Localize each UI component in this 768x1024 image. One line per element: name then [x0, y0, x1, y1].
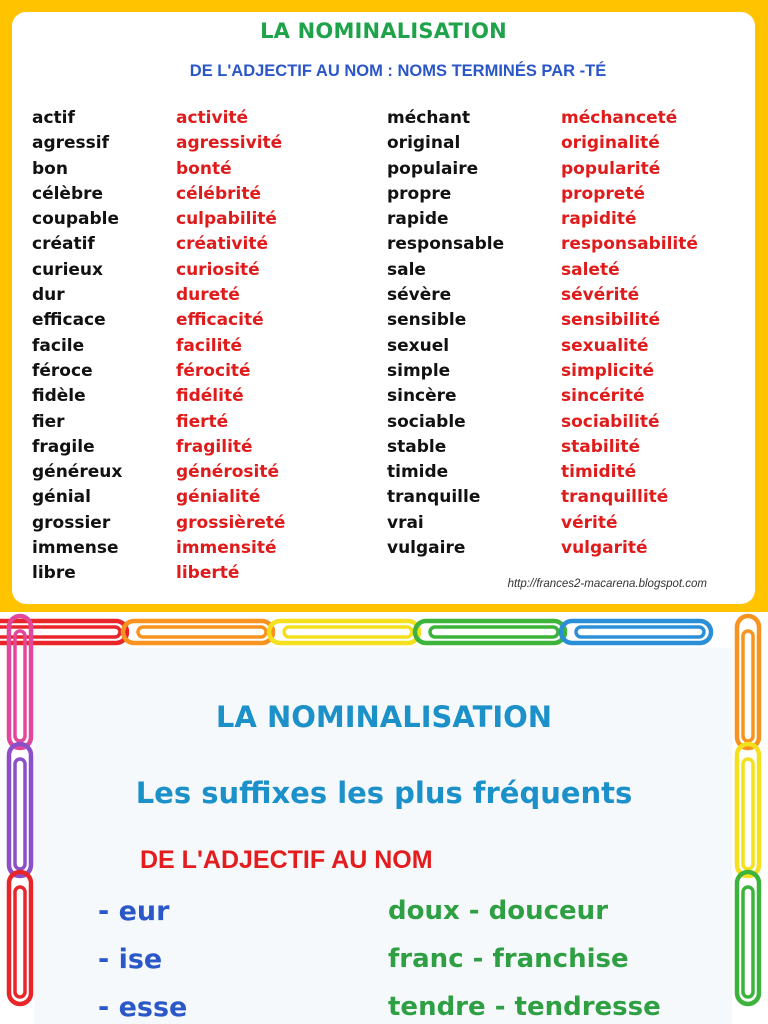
noun-word: timidité [561, 462, 637, 483]
top-panel-card [12, 12, 755, 604]
adjective-column-2 [387, 106, 504, 561]
adjective-word: agressif [32, 133, 110, 154]
bottom-panel [0, 612, 768, 1024]
source-url: http://frances2-macarena.blogspot.com [507, 578, 707, 590]
paperclip-icon [737, 872, 759, 1004]
adjective-word: grossier [32, 512, 111, 533]
adjective-word: fragile [32, 436, 95, 457]
paperclip-icon [9, 872, 31, 1004]
adjective-word: créatif [32, 234, 95, 255]
paperclip-icon [269, 621, 419, 643]
adjective-word: sexuel [387, 335, 450, 356]
noun-word: vulgarité [561, 538, 648, 559]
noun-column-1 [176, 106, 285, 587]
adjective-word: efficace [32, 310, 106, 331]
adjective-word: rapide [387, 209, 449, 230]
noun-word: responsabilité [561, 234, 698, 255]
noun-word: immensité [176, 538, 277, 559]
adjective-word: responsable [387, 234, 505, 255]
noun-word: popularité [561, 158, 661, 179]
adjective-word: original [387, 133, 461, 154]
noun-word: culpabilité [176, 209, 277, 230]
noun-column-2 [561, 106, 698, 561]
adjective-word: tranquille [387, 487, 481, 508]
noun-word: rapidité [561, 209, 637, 230]
adjective-word: immense [32, 538, 119, 559]
noun-word: méchanceté [561, 108, 678, 128]
noun-word: férocité [176, 360, 251, 381]
bottom-heading: DE L'ADJECTIF AU NOM [140, 846, 433, 874]
adjective-word: propre [387, 183, 452, 204]
noun-word: créativité [176, 234, 268, 255]
adjective-word: fidèle [32, 386, 86, 407]
adjective-word: méchant [387, 108, 471, 128]
adjective-word: vrai [387, 512, 424, 533]
noun-word: originalité [561, 133, 660, 154]
adjective-word: simple [387, 360, 451, 381]
noun-word: sévérité [561, 285, 640, 306]
noun-word: agressivité [176, 133, 283, 154]
adjective-word: libre [32, 563, 76, 584]
adjective-word: populaire [387, 158, 479, 179]
noun-word: sexualité [561, 335, 649, 356]
adjective-word: fier [32, 411, 65, 432]
adjective-column-1 [32, 106, 122, 587]
noun-word: fierté [176, 411, 229, 432]
top-subtitle: DE L'ADJECTIF AU NOM : NOMS TERMINÉS PAR -TÉ [189, 62, 607, 80]
noun-word: grossièreté [176, 512, 286, 533]
noun-word: bonté [176, 158, 232, 179]
noun-word: générosité [176, 462, 279, 483]
suffix-example: tendre - tendresse [388, 992, 661, 1022]
paperclip-icon [561, 621, 711, 643]
noun-word: tranquillité [561, 487, 669, 508]
suffix-label: - eur [98, 896, 170, 927]
noun-word: sincérité [561, 386, 645, 407]
noun-word: vérité [561, 512, 618, 533]
adjective-word: facile [32, 335, 85, 356]
suffix-example: franc - franchise [388, 944, 629, 974]
paperclip-icon [737, 744, 759, 876]
adjective-word: actif [32, 108, 75, 128]
bottom-title: LA NOMINALISATION [215, 700, 553, 734]
paperclip-icon [415, 621, 565, 643]
adjective-word: bon [32, 158, 68, 179]
noun-word: célébrité [176, 183, 261, 204]
adjective-word: vulgaire [387, 538, 466, 559]
noun-word: fidélité [176, 386, 244, 407]
paperclip-icon [9, 744, 31, 876]
noun-word: fragilité [176, 436, 253, 457]
noun-word: génialité [176, 487, 261, 508]
noun-word: saleté [561, 259, 620, 280]
adjective-word: sincère [387, 386, 457, 407]
noun-word: facilité [176, 335, 243, 356]
adjective-word: stable [387, 436, 447, 457]
adjective-word: généreux [32, 462, 123, 483]
adjective-word: sale [387, 259, 426, 280]
noun-word: dureté [176, 285, 240, 306]
suffix-example: doux - douceur [388, 896, 609, 926]
adjective-word: timide [387, 462, 449, 483]
adjective-word: curieux [32, 259, 103, 280]
adjective-word: dur [32, 285, 65, 306]
noun-word: curiosité [176, 259, 260, 280]
noun-word: propreté [561, 183, 645, 204]
adjective-word: célèbre [32, 183, 104, 204]
adjective-word: coupable [32, 209, 120, 230]
top-title: LA NOMINALISATION [260, 19, 507, 43]
suffix-label: - esse [98, 992, 188, 1023]
adjective-word: féroce [32, 360, 93, 381]
adjective-word: sensible [387, 310, 467, 331]
noun-word: simplicité [561, 360, 655, 381]
paperclip-icon [123, 621, 273, 643]
noun-word: stabilité [561, 436, 641, 457]
noun-word: liberté [176, 563, 240, 584]
bottom-subtitle: Les suffixes les plus fréquents [135, 776, 633, 810]
adjective-word: sévère [387, 285, 452, 306]
adjective-word: sociable [387, 411, 466, 432]
suffix-label: - ise [98, 944, 163, 975]
adjective-word: génial [32, 487, 91, 508]
noun-word: sensibilité [561, 310, 661, 331]
noun-word: sociabilité [561, 411, 660, 432]
noun-word: activité [176, 108, 249, 128]
noun-word: efficacité [176, 310, 264, 331]
